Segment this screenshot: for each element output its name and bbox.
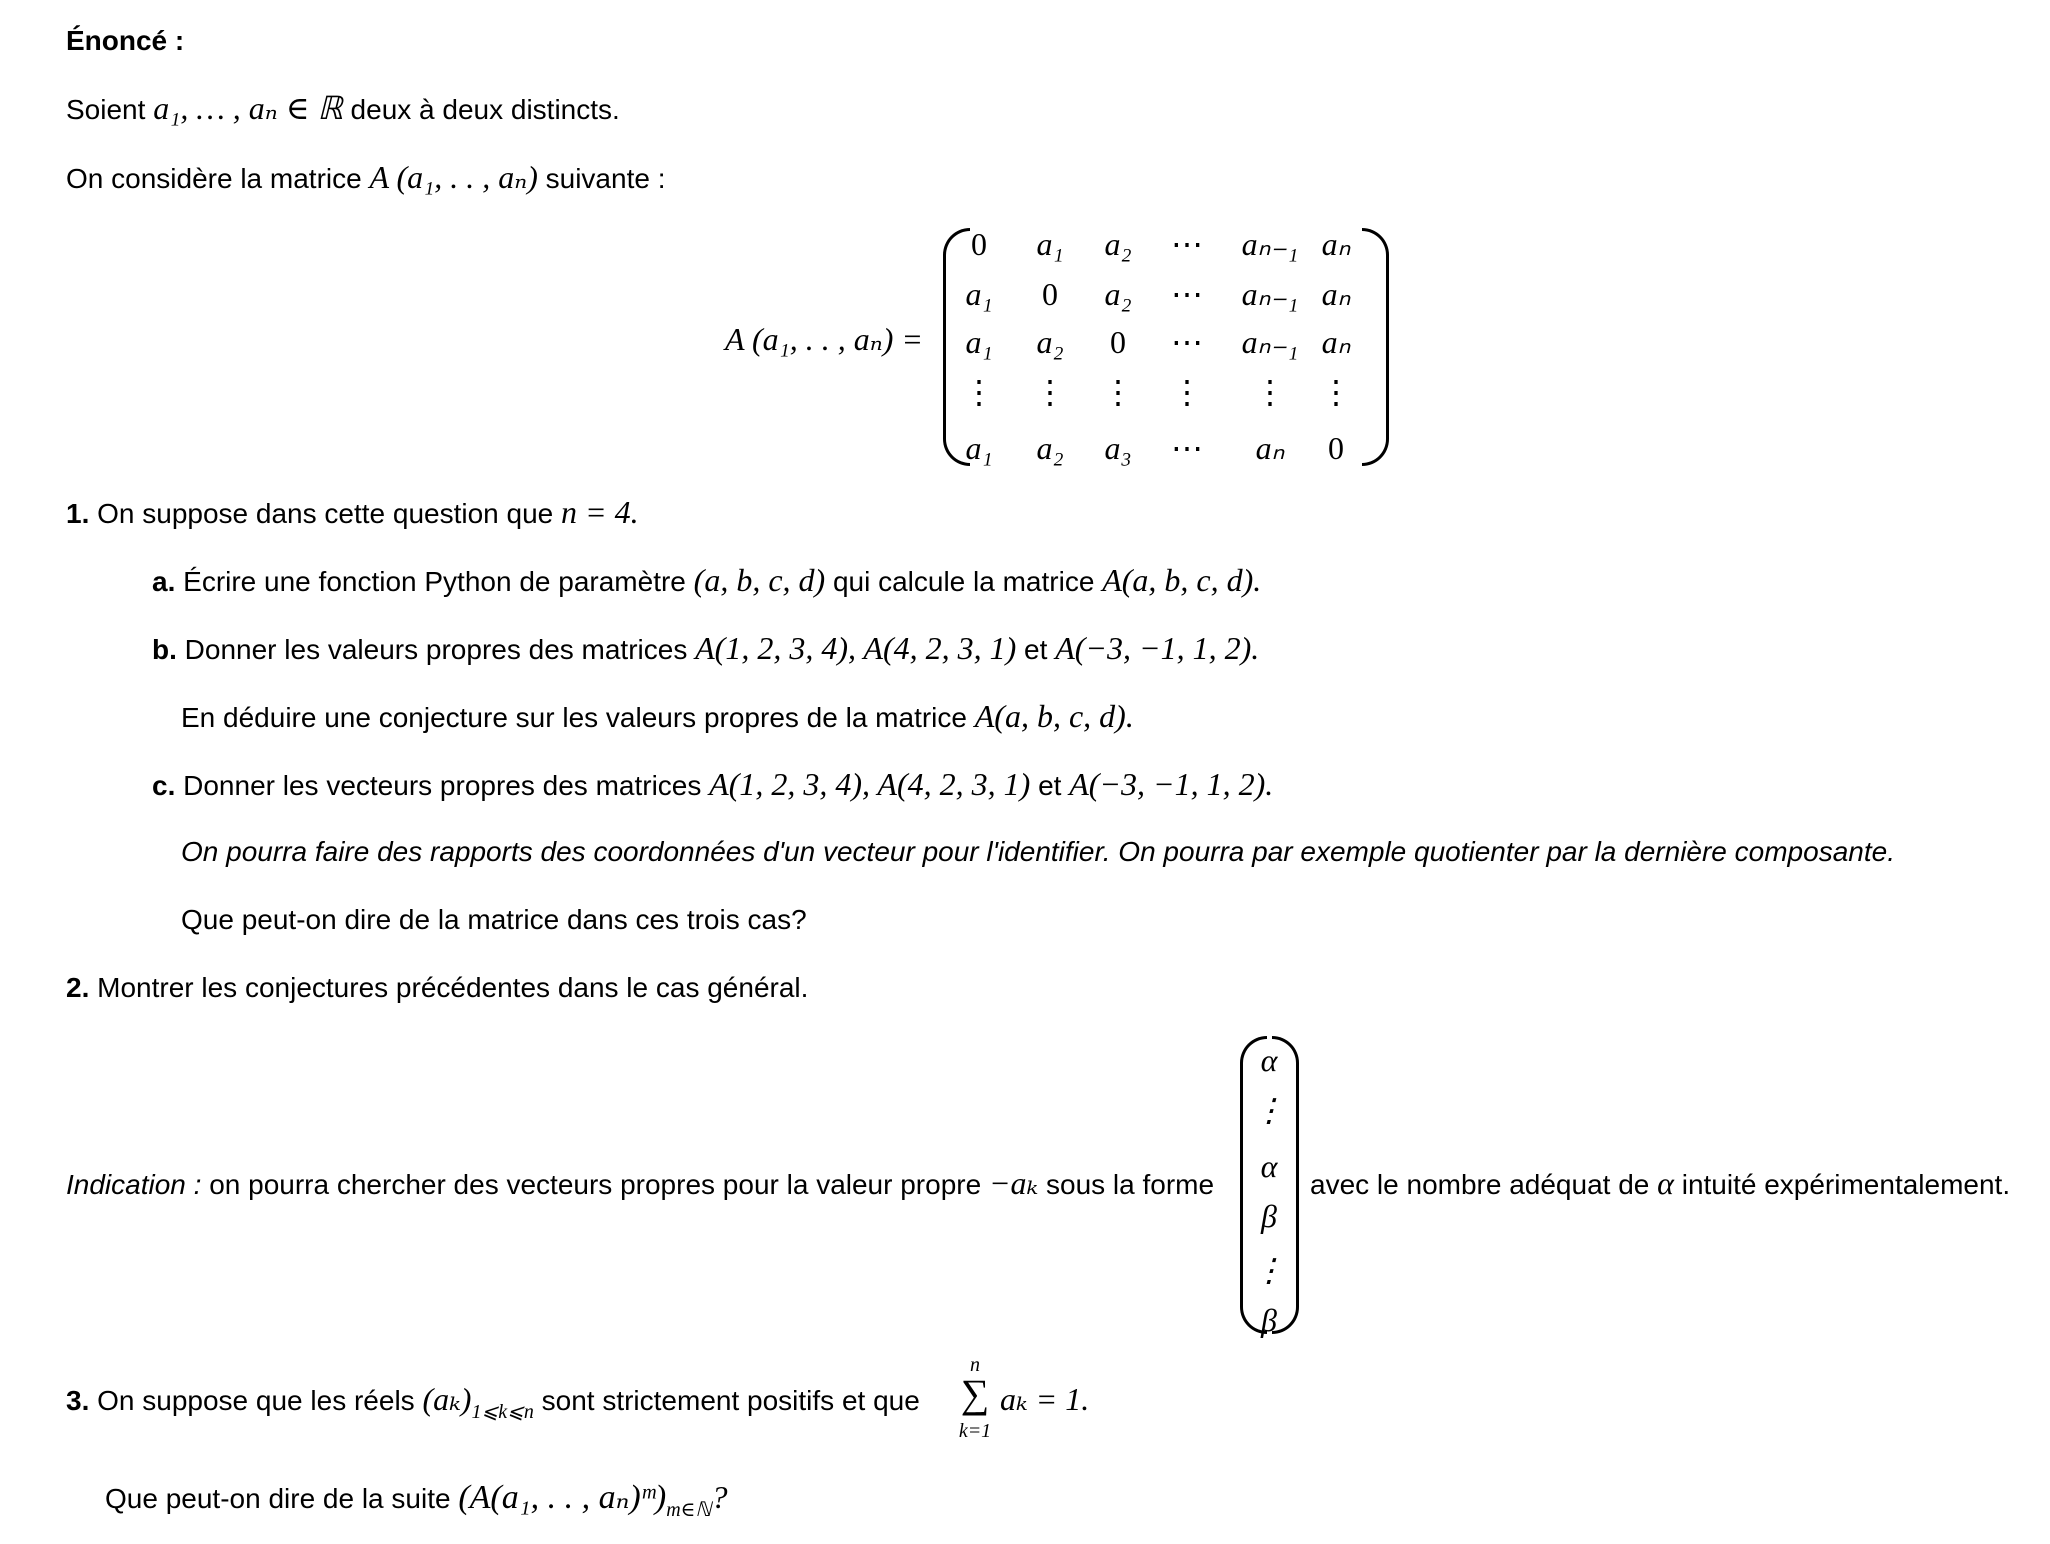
- page-title: Énoncé :: [66, 25, 185, 56]
- q3-sum-symbol: ∑: [960, 1371, 990, 1416]
- matrix-cell: ⋮: [1171, 374, 1203, 410]
- q1-math: n = 4.: [561, 494, 639, 530]
- matrix-cell: a₂: [1036, 324, 1064, 360]
- q1b-math2: A(−3, −1, 1, 2).: [1055, 630, 1260, 666]
- q3-suite: (A(a₁, . . , aₙ)ᵐ): [458, 1479, 667, 1516]
- q1c-math1: A(1, 2, 3, 4), A(4, 2, 3, 1): [709, 766, 1031, 802]
- intro-considere-post: suivante :: [545, 163, 666, 194]
- q1a-label: a.: [152, 566, 176, 597]
- q1b-label: b.: [152, 634, 177, 665]
- vector-entry: β: [1261, 1198, 1277, 1234]
- matrix-cell: ⋮: [1102, 374, 1134, 410]
- q2-indication-right: [1310, 1166, 2010, 1202]
- matrix-cell: aₙ: [1321, 226, 1351, 262]
- q1b2-line: [181, 699, 1134, 735]
- intro-considere: [66, 160, 665, 196]
- matrix-cell: a₁: [965, 430, 993, 466]
- vector-entry: α: [1260, 1042, 1278, 1078]
- matrix-cell: a₁: [965, 324, 993, 360]
- q3-question-pre: Que peut-on dire de la suite: [105, 1483, 451, 1514]
- q2-indication-math: −aₖ: [988, 1165, 1039, 1201]
- q2-number: 2.: [66, 972, 90, 1003]
- q1a-text-pre: Écrire une fonction Python de paramètre: [183, 566, 686, 597]
- matrix-cell: ⋮: [963, 374, 995, 410]
- matrix-cell: ⋯: [1171, 276, 1203, 312]
- q1c-text-pre: Donner les vecteurs propres des matrices: [183, 770, 702, 801]
- q2-indication-text-pre: on pourra chercher des vecteurs propres pour la valeur propre: [209, 1169, 982, 1200]
- q3-seq: (aₖ): [422, 1381, 472, 1417]
- q2-indication-text-mid: sous la forme: [1046, 1169, 1215, 1200]
- q1-line: [66, 495, 639, 531]
- q1b-text-pre: Donner les valeurs propres des matrices: [184, 634, 688, 665]
- intro-soient: [66, 91, 620, 127]
- q3-seq-index: 1⩽k⩽n: [471, 1401, 534, 1423]
- q3-line: [66, 1382, 920, 1429]
- q1b-line: [152, 631, 1259, 667]
- q1a-math2: A(a, b, c, d).: [1102, 562, 1262, 598]
- matrix-cell: a₂: [1104, 276, 1132, 312]
- q1b2-math: A(a, b, c, d).: [974, 698, 1134, 734]
- q3-text-mid: sont strictement positifs et que: [541, 1385, 920, 1416]
- q1b2-text: En déduire une conjecture sur les valeurs propres de la matrice: [181, 702, 967, 733]
- matrix-cell: 0: [971, 226, 987, 262]
- matrix-cell: a₁: [1036, 226, 1064, 262]
- intro-soient-math: a₁, … , aₙ ∈ ℝ: [153, 90, 343, 126]
- matrix-cell: 0: [1042, 276, 1058, 312]
- matrix-cell: ⋯: [1171, 430, 1203, 466]
- matrix-cell: aₙ: [1321, 276, 1351, 312]
- q1a-text-mid: qui calcule la matrice: [832, 566, 1095, 597]
- matrix-right-paren: [1362, 228, 1389, 466]
- matrix-cell: 0: [1328, 430, 1344, 466]
- matrix-lhs: A (a₁, . . , aₙ) =: [725, 321, 923, 357]
- matrix-cell: a₂: [1104, 226, 1132, 262]
- matrix-cell: a₂: [1036, 430, 1064, 466]
- q2-indication-post: intuité expérimentalement.: [1681, 1169, 2011, 1200]
- q1c-line: [152, 767, 1273, 803]
- q1a-math1: (a, b, c, d): [693, 562, 826, 598]
- q3-question-post: ?: [711, 1479, 728, 1515]
- q2-indication-left: [66, 1166, 1214, 1202]
- q2-text: Montrer les conjectures précédentes dans le cas général.: [97, 972, 809, 1003]
- q1c-hint: On pourra faire des rapports des coordonnées d'un vecteur pour l'identifier. On pourra par exemple quotienter par la dernière composante.: [181, 836, 1895, 867]
- matrix-cell: aₙ₋₁: [1241, 226, 1299, 262]
- vector-entry: α: [1260, 1148, 1278, 1184]
- matrix-cell: aₙ₋₁: [1241, 276, 1299, 312]
- q1b-math1: A(1, 2, 3, 4), A(4, 2, 3, 1): [695, 630, 1017, 666]
- q1-text: On suppose dans cette question que: [97, 498, 554, 529]
- matrix-cell: ⋮: [1254, 374, 1286, 410]
- vector-entry: ⋮: [1253, 1092, 1285, 1128]
- q2-indication-alpha: α: [1657, 1165, 1674, 1201]
- q1c-label: c.: [152, 770, 176, 801]
- q1a-line: [152, 563, 1261, 599]
- q1c-question: Que peut-on dire de la matrice dans ces trois cas?: [181, 904, 807, 935]
- q3-text-pre: On suppose que les réels: [97, 1385, 415, 1416]
- q3-sum-bottom: k=1: [958, 1420, 992, 1442]
- vector-entry: β: [1261, 1302, 1277, 1338]
- matrix-cell: a₃: [1104, 430, 1132, 466]
- q2-line: [66, 971, 808, 1005]
- q1c-et: et: [1038, 770, 1062, 801]
- q3-sum-top: n: [970, 1354, 980, 1376]
- matrix-cell: 0: [1110, 324, 1126, 360]
- q3-number: 3.: [66, 1385, 90, 1416]
- q3-suite-index: m∈ℕ: [666, 1499, 712, 1521]
- vector-entry: ⋮: [1253, 1252, 1285, 1288]
- q3-question: [105, 1480, 727, 1527]
- q1c-math2: A(−3, −1, 1, 2).: [1069, 766, 1274, 802]
- q2-indication-label: Indication :: [66, 1169, 202, 1200]
- matrix-cell: a₁: [965, 276, 993, 312]
- q1-number: 1.: [66, 498, 90, 529]
- q2-indication-post-pre: avec le nombre adéquat de: [1310, 1169, 1650, 1200]
- intro-considere-math: A (a₁, . . , aₙ): [369, 159, 538, 195]
- intro-considere-pre: On considère la matrice: [66, 163, 362, 194]
- matrix-cell: ⋯: [1171, 226, 1203, 262]
- q3-sum-expr: aₖ = 1.: [1000, 1381, 1090, 1417]
- intro-soient-pre: Soient: [66, 94, 146, 125]
- matrix-cell: aₙ₋₁: [1241, 324, 1299, 360]
- q1b-et: et: [1024, 634, 1048, 665]
- matrix-cell: aₙ: [1321, 324, 1351, 360]
- matrix-cell: aₙ: [1255, 430, 1285, 466]
- intro-soient-post: deux à deux distincts.: [350, 94, 620, 125]
- matrix-cell: ⋯: [1171, 324, 1203, 360]
- matrix-cell: ⋮: [1320, 374, 1352, 410]
- matrix-cell: ⋮: [1034, 374, 1066, 410]
